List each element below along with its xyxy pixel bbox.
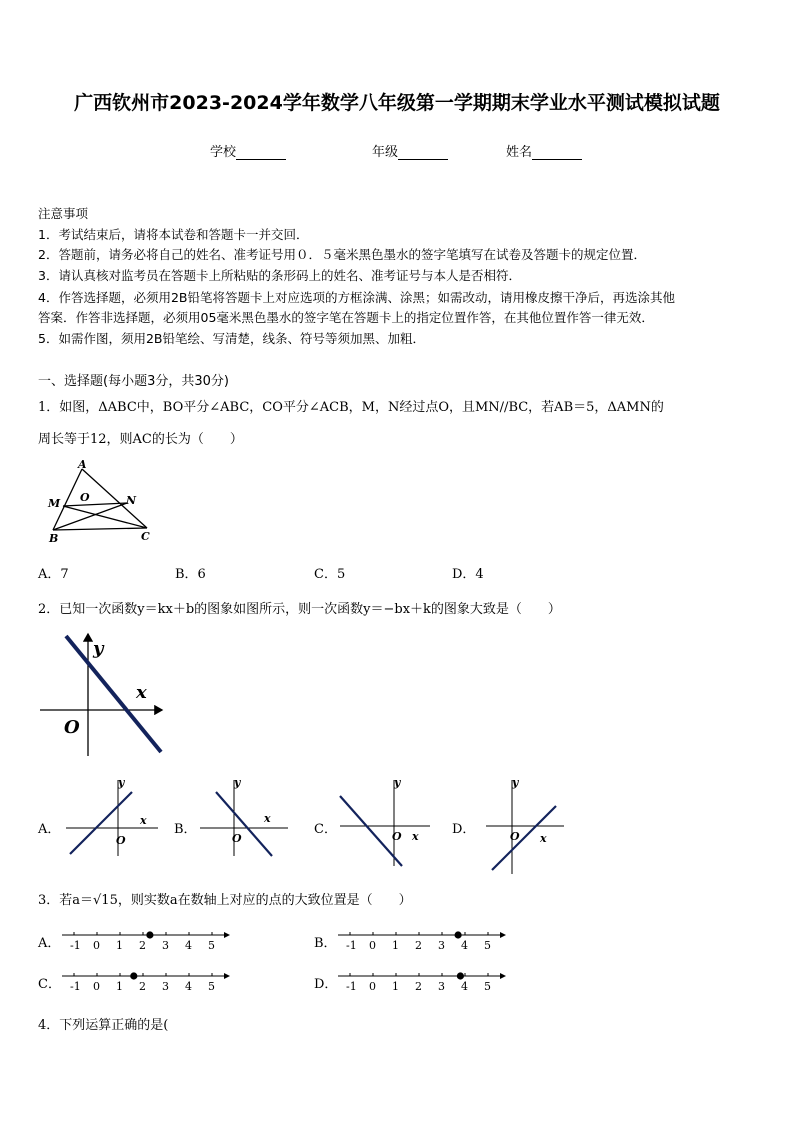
q1-stem-line2: 周长等于12，则AC的长为（ ） xyxy=(38,432,243,447)
number-line-tick-label: -1 xyxy=(70,980,81,993)
number-line-tick-label: 3 xyxy=(438,980,445,993)
label-c: C xyxy=(141,530,150,543)
number-line-tick-label: 2 xyxy=(139,939,146,952)
notice-heading: 注意事项 xyxy=(38,206,89,221)
section-heading: 一、选择题(每小题3分，共30分) xyxy=(38,374,229,389)
number-line-point xyxy=(146,931,153,938)
axis-y-label: y xyxy=(118,776,125,789)
q2-option-d-label[interactable]: D． xyxy=(452,822,476,837)
number-line-tick-label: 0 xyxy=(93,939,100,952)
number-line-point xyxy=(130,972,137,979)
notice-item: 4．作答选择题，必须用2B铅笔将答题卡上对应选项的方框涂满、涂黑；如需改动，请用橡皮擦干净后，再选涂其他 xyxy=(38,290,675,305)
number-line-tick-label: 3 xyxy=(438,939,445,952)
label-n: N xyxy=(126,494,137,507)
number-line-tick-label: 3 xyxy=(162,980,169,993)
q2-option-b-label[interactable]: B． xyxy=(174,822,197,837)
q1-option-d[interactable]: D．4 xyxy=(452,567,484,582)
number-line-tick-label: 5 xyxy=(208,980,215,993)
q2-option-b-graph[interactable] xyxy=(198,776,298,858)
number-line-tick-label: 0 xyxy=(369,939,376,952)
origin-label: O xyxy=(232,832,242,845)
label-b: B xyxy=(49,532,59,544)
number-line-tick-label: 1 xyxy=(116,939,123,952)
notice-item: 1．考试结束后，请将本试卷和答题卡一并交回． xyxy=(38,227,309,242)
q1-triangle-figure xyxy=(40,456,160,544)
q1-option-a[interactable]: A．7 xyxy=(38,567,69,582)
number-line-tick-label: 5 xyxy=(484,980,491,993)
number-line-tick-label: 4 xyxy=(185,939,192,952)
origin-label: O xyxy=(510,830,520,843)
q3-option-a-label[interactable]: A． xyxy=(38,936,61,951)
axis-x-label: x xyxy=(140,814,147,827)
notice-item: 答案．作答非选择题，必须用05毫米黑色墨水的签字笔在答题卡上的指定位置作答，在其他位置作答一律无效． xyxy=(38,310,654,325)
notice-item: 2．答题前，请务必将自己的姓名、准考证号用０．５毫米黑色墨水的签字笔填写在试卷及答题卡的规定位置． xyxy=(38,247,646,262)
q3-option-c-label[interactable]: C． xyxy=(38,977,61,992)
q2-option-c-label[interactable]: C． xyxy=(314,822,337,837)
axis-x-label: x xyxy=(412,830,419,843)
number-line-tick-label: 2 xyxy=(139,980,146,993)
number-line-tick-label: 4 xyxy=(461,939,468,952)
axis-y-label: y xyxy=(394,776,401,789)
number-line-tick-label: 0 xyxy=(93,980,100,993)
number-line-tick-label: 1 xyxy=(392,980,399,993)
q3-option-b-numberline[interactable] xyxy=(336,925,508,955)
notice-item: 5．如需作图，须用2B铅笔绘、写清楚，线条、符号等须加黑、加粗． xyxy=(38,331,425,346)
number-line-tick-label: 2 xyxy=(415,980,422,993)
q1-stem-line1: 1．如图，ΔABC中，BO平分∠ABC，CO平分∠ACB，M，N经过点O，且MN//BC，若AB＝5，ΔAMN的 xyxy=(38,400,664,415)
q3-option-d-numberline[interactable] xyxy=(336,966,508,996)
q3-option-d-label[interactable]: D． xyxy=(314,977,338,992)
number-line-tick-label: -1 xyxy=(70,939,81,952)
number-line-tick-label: 4 xyxy=(185,980,192,993)
label-o: O xyxy=(80,491,90,504)
axis-y-label: y xyxy=(512,776,519,789)
q2-main-graph xyxy=(38,628,168,758)
number-line-tick-label: 1 xyxy=(116,980,123,993)
origin-label: O xyxy=(116,834,126,847)
number-line-tick-label: 5 xyxy=(484,939,491,952)
number-line-arrow xyxy=(224,973,230,979)
number-line-point xyxy=(457,972,464,979)
axis-x-label: x xyxy=(264,812,271,825)
q3-option-c-numberline[interactable] xyxy=(60,966,232,996)
q3-option-a-numberline[interactable] xyxy=(60,925,232,955)
grade-field: 年级 xyxy=(372,141,448,160)
number-line-tick-label: 5 xyxy=(208,939,215,952)
origin-label: O xyxy=(392,830,402,843)
number-line-tick-label: 0 xyxy=(369,980,376,993)
name-field: 姓名 xyxy=(506,141,582,160)
number-line-tick-label: 4 xyxy=(461,980,468,993)
number-line-tick-label: -1 xyxy=(346,939,357,952)
q4-stem: 4．下列运算正确的是( xyxy=(38,1018,169,1033)
axis-y-label: y xyxy=(93,638,104,659)
q3-option-b-label[interactable]: B． xyxy=(314,936,337,951)
number-line-point xyxy=(455,931,462,938)
notice-item: 3．请认真核对监考员在答题卡上所粘贴的条形码上的姓名、准考证号与本人是否相符． xyxy=(38,268,521,283)
number-line-tick-label: 1 xyxy=(392,939,399,952)
q1-option-c[interactable]: C．5 xyxy=(314,567,346,582)
q1-option-b[interactable]: B．6 xyxy=(175,567,206,582)
q3-stem: 3．若a＝√15，则实数a在数轴上对应的点的大致位置是（ ） xyxy=(38,893,412,908)
school-field: 学校 xyxy=(210,141,286,160)
q2-option-a-graph[interactable] xyxy=(62,776,162,858)
q2-option-c-graph[interactable] xyxy=(336,776,436,868)
label-m: M xyxy=(48,497,61,510)
label-a: A xyxy=(78,458,87,471)
q2-option-d-graph[interactable] xyxy=(484,776,584,876)
number-line-arrow xyxy=(500,932,506,938)
number-line-tick-label: 2 xyxy=(415,939,422,952)
axis-y-label: y xyxy=(234,776,241,789)
page-title: 广西钦州市2023-2024学年数学八年级第一学期期末学业水平测试模拟试题 xyxy=(74,92,720,114)
number-line-arrow xyxy=(224,932,230,938)
number-line-tick-label: 3 xyxy=(162,939,169,952)
number-line-arrow xyxy=(500,973,506,979)
q2-stem: 2．已知一次函数y＝kx＋b的图象如图所示，则一次函数y＝−bx＋k的图象大致是（ ） xyxy=(38,602,561,617)
axis-x-label: x xyxy=(136,682,147,703)
number-line-tick-label: -1 xyxy=(346,980,357,993)
origin-label: O xyxy=(64,717,80,738)
q2-option-a-label[interactable]: A． xyxy=(38,822,61,837)
axis-x-label: x xyxy=(540,832,547,845)
